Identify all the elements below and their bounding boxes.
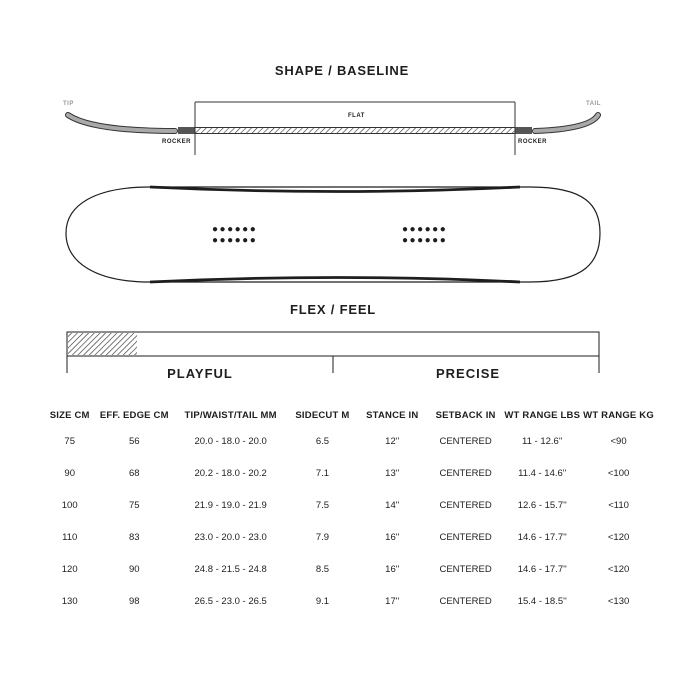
cell-setback: CENTERED xyxy=(439,595,492,607)
cell-sidecut: 9.1 xyxy=(315,595,330,607)
cell-sidecut: 7.9 xyxy=(315,531,330,543)
cell-wt-lbs: 11 - 12.6'' xyxy=(522,435,563,447)
cell-eff-edge: 98 xyxy=(129,595,140,607)
cell-wt-lbs: 12.6 - 15.7'' xyxy=(517,499,567,511)
cell-stance: 16'' xyxy=(385,563,400,575)
cell-size: 130 xyxy=(61,595,78,607)
cell-wt-lbs: 11.4 - 14.6'' xyxy=(518,467,567,479)
insert-pattern-right: ●●●●●● ●●●●●● xyxy=(402,224,448,246)
cell-stance: 16'' xyxy=(385,531,400,543)
cell-size: 100 xyxy=(61,499,78,511)
cell-wt-kg: <120 xyxy=(607,563,630,575)
cell-size: 120 xyxy=(61,563,78,575)
header-setback: SETBACK IN xyxy=(435,409,496,421)
flex-title: FLEX / FEEL xyxy=(289,302,377,317)
cell-tip-waist-tail: 24.8 - 21.5 - 24.8 xyxy=(194,563,267,575)
cell-sidecut: 7.5 xyxy=(315,499,330,511)
table-row xyxy=(42,521,654,553)
cell-sidecut: 7.1 xyxy=(315,467,330,479)
cell-wt-kg: <100 xyxy=(607,467,630,479)
rocker-right-label: ROCKER xyxy=(518,139,548,145)
cell-size: 110 xyxy=(62,531,78,543)
rocker-block-right xyxy=(515,127,532,134)
cell-wt-lbs: 15.4 - 18.5'' xyxy=(517,595,567,607)
cell-setback: CENTERED xyxy=(439,499,492,511)
cell-wt-kg: <130 xyxy=(607,595,630,607)
header-eff-edge: EFF. EDGE CM xyxy=(99,409,169,421)
flex-bar xyxy=(67,332,599,356)
header-wt-kg: WT RANGE KG xyxy=(583,409,654,421)
cell-wt-kg: <90 xyxy=(610,435,627,447)
header-sidecut: SIDECUT M xyxy=(295,409,350,421)
flex-scale xyxy=(0,325,683,380)
rocker-block-left xyxy=(178,127,195,134)
cell-sidecut: 8.5 xyxy=(315,563,330,575)
board-shape xyxy=(66,187,600,282)
cell-eff-edge: 56 xyxy=(129,435,140,447)
cell-stance: 13'' xyxy=(385,467,400,479)
cell-tip-waist-tail: 26.5 - 23.0 - 26.5 xyxy=(194,595,267,607)
baseline-diagram xyxy=(0,0,683,180)
cell-setback: CENTERED xyxy=(439,563,492,575)
cell-wt-lbs: 14.6 - 17.7'' xyxy=(517,563,567,575)
cell-stance: 17'' xyxy=(385,595,400,607)
table-header-row xyxy=(42,405,654,425)
playful-label: PLAYFUL xyxy=(167,366,233,381)
tail-label: TAIL xyxy=(586,101,601,107)
cell-size: 75 xyxy=(64,435,75,447)
table-row xyxy=(42,425,654,457)
flat-base xyxy=(195,128,515,134)
cell-size: 90 xyxy=(64,467,75,479)
header-stance: STANCE IN xyxy=(366,409,419,421)
cell-stance: 14'' xyxy=(385,499,400,511)
cell-setback: CENTERED xyxy=(439,467,492,479)
insert-pattern-left: ●●●●●● ●●●●●● xyxy=(212,224,258,246)
table-row xyxy=(42,553,654,585)
header-size: SIZE CM xyxy=(49,409,90,421)
flat-label: FLAT xyxy=(348,113,365,119)
cell-eff-edge: 83 xyxy=(129,531,140,543)
tip-label: TIP xyxy=(63,101,74,107)
rocker-left-label: ROCKER xyxy=(162,139,192,145)
table-row xyxy=(42,457,654,489)
flex-fill xyxy=(68,333,137,355)
cell-setback: CENTERED xyxy=(439,435,492,447)
cell-wt-lbs: 14.6 - 17.7'' xyxy=(517,531,567,543)
cell-tip-waist-tail: 21.9 - 19.0 - 21.9 xyxy=(194,499,267,511)
precise-label: PRECISE xyxy=(435,366,501,381)
cell-eff-edge: 68 xyxy=(129,467,140,479)
table-row xyxy=(42,585,654,617)
cell-wt-kg: <110 xyxy=(608,499,629,511)
cell-tip-waist-tail: 20.0 - 18.0 - 20.0 xyxy=(194,435,267,447)
cell-wt-kg: <120 xyxy=(607,531,630,543)
cell-setback: CENTERED xyxy=(439,531,492,543)
spec-table xyxy=(42,405,654,617)
header-wt-lbs: WT RANGE LBS xyxy=(504,409,581,421)
board-outline xyxy=(0,180,683,295)
table-row xyxy=(42,489,654,521)
cell-eff-edge: 75 xyxy=(129,499,140,511)
cell-sidecut: 6.5 xyxy=(315,435,330,447)
shape-title: SHAPE / BASELINE xyxy=(274,63,410,78)
cell-tip-waist-tail: 23.0 - 20.0 - 23.0 xyxy=(194,531,267,543)
cell-tip-waist-tail: 20.2 - 18.0 - 20.2 xyxy=(194,467,267,479)
cell-stance: 12'' xyxy=(385,435,400,447)
cell-eff-edge: 90 xyxy=(129,563,140,575)
header-tip-waist-tail: TIP/WAIST/TAIL MM xyxy=(184,409,277,421)
